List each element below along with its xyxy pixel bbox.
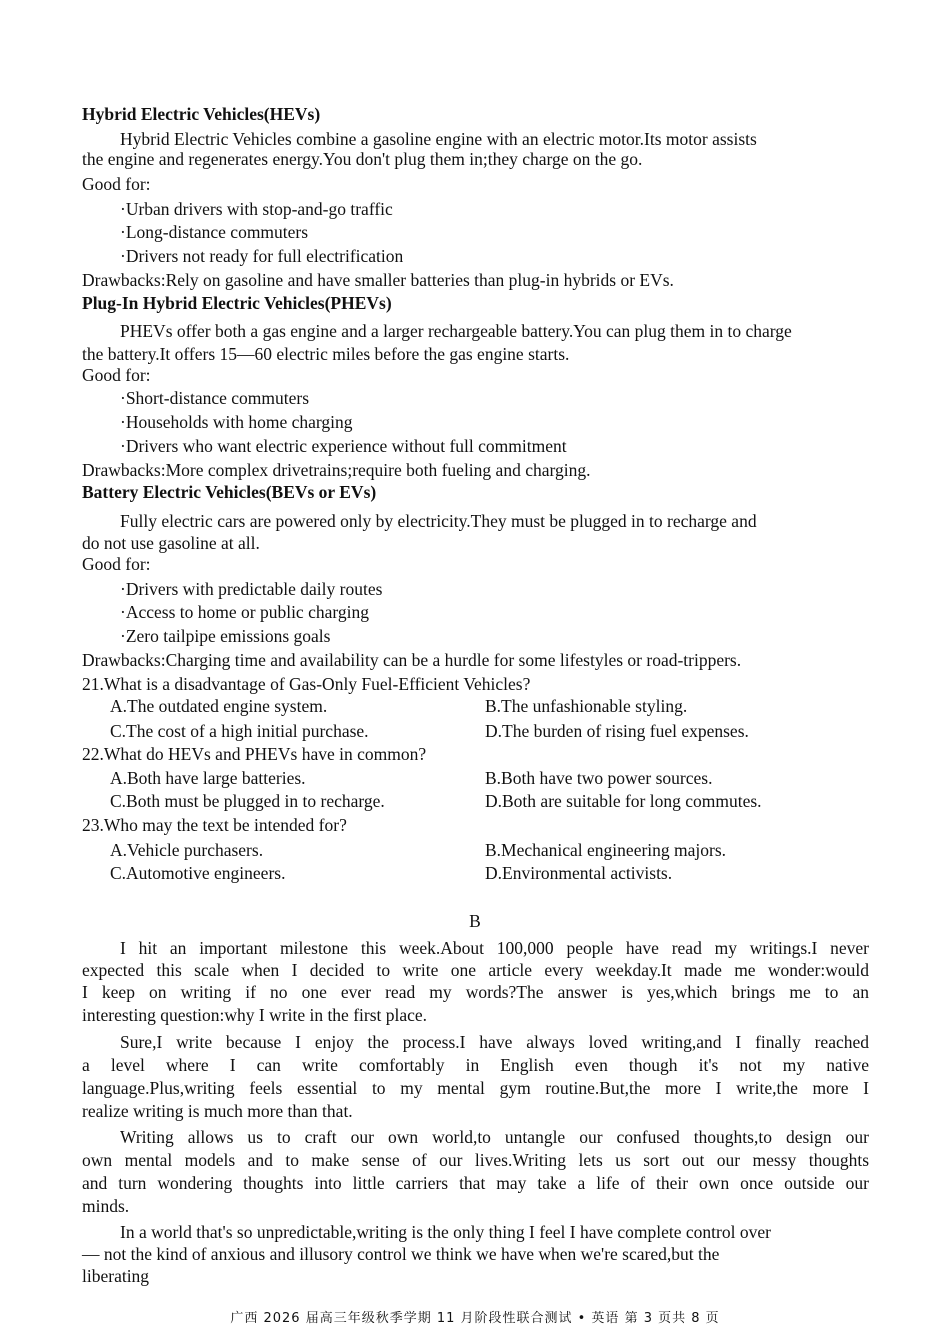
bullet-item: ·Drivers with predictable daily routes xyxy=(120,579,383,599)
paragraph-line: I keep on writing if no one ever read my words?The answer is yes,which brings me to an xyxy=(82,982,869,1002)
paragraph-line: Writing allows us to craft our own world,to untangle our confused thoughts,to design our xyxy=(120,1127,869,1147)
bullet-item: ·Long-distance commuters xyxy=(120,222,309,242)
drawbacks-line: Drawbacks:Rely on gasoline and have smaller batteries than plug-in hybrids or EVs. xyxy=(82,270,674,290)
paragraph-line: — not the kind of anxious and illusory control we think we have when we're scared,but the xyxy=(82,1244,720,1264)
answer-option: D.Environmental activists. xyxy=(485,863,673,883)
paragraph-line: In a world that's so unpredictable,writing is the only thing I feel I have complete control over xyxy=(120,1222,771,1242)
paragraph-line: liberating xyxy=(82,1266,150,1286)
paragraph-line: a level where I can write comfortably in English even though it's not my native xyxy=(82,1055,869,1075)
drawbacks-line: Drawbacks:Charging time and availability can be a hurdle for some lifestyles or road-trippers. xyxy=(82,650,742,670)
bullet-item: ·Drivers who want electric experience without full commitment xyxy=(120,436,567,456)
answer-option: B.The unfashionable styling. xyxy=(485,696,688,716)
question-stem: 23.Who may the text be intended for? xyxy=(82,815,347,835)
section-heading: Hybrid Electric Vehicles(HEVs) xyxy=(82,104,321,124)
good-for-label: Good for: xyxy=(82,554,151,574)
answer-option: D.The burden of rising fuel expenses. xyxy=(485,721,749,741)
answer-option: C.Automotive engineers. xyxy=(110,863,286,883)
bullet-item: ·Access to home or public charging xyxy=(120,602,369,622)
bullet-item: ·Zero tailpipe emissions goals xyxy=(120,626,331,646)
answer-option: A.Vehicle purchasers. xyxy=(110,840,264,860)
bullet-item: ·Short-distance commuters xyxy=(120,388,310,408)
paragraph-line: and turn wondering thoughts into little carriers that may take a life of their own once outside our xyxy=(82,1173,869,1193)
answer-option: C.Both must be plugged in to recharge. xyxy=(110,791,385,811)
paragraph-line: expected this scale when I decided to write one article every weekday.It made me wonder:would xyxy=(82,960,869,980)
paragraph-line: the engine and regenerates energy.You don't plug them in;they charge on the go. xyxy=(82,149,643,169)
passage-label: B xyxy=(469,911,481,931)
bullet-item: ·Households with home charging xyxy=(120,412,353,432)
answer-option: B.Both have two power sources. xyxy=(485,768,713,788)
answer-option: A.Both have large batteries. xyxy=(110,768,306,788)
paragraph-line: realize writing is much more than that. xyxy=(82,1101,353,1121)
paragraph-line: Fully electric cars are powered only by electricity.They must be plugged in to recharge and xyxy=(120,511,757,531)
section-heading: Plug-In Hybrid Electric Vehicles(PHEVs) xyxy=(82,293,392,313)
good-for-label: Good for: xyxy=(82,174,151,194)
question-stem: 22.What do HEVs and PHEVs have in common? xyxy=(82,744,427,764)
paragraph-line: interesting question:why I write in the first place. xyxy=(82,1005,428,1025)
answer-option: A.The outdated engine system. xyxy=(110,696,328,716)
paragraph-line: PHEVs offer both a gas engine and a larger rechargeable battery.You can plug them in to charge xyxy=(120,321,792,341)
answer-option: D.Both are suitable for long commutes. xyxy=(485,791,762,811)
drawbacks-line: Drawbacks:More complex drivetrains;require both fueling and charging. xyxy=(82,460,591,480)
answer-option: C.The cost of a high initial purchase. xyxy=(110,721,369,741)
paragraph-line: the battery.It offers 15—60 electric miles before the gas engine starts. xyxy=(82,344,570,364)
good-for-label: Good for: xyxy=(82,365,151,385)
answer-option: B.Mechanical engineering majors. xyxy=(485,840,727,860)
paragraph-line: language.Plus,writing feels essential to my mental gym routine.But,the more I write,the more I xyxy=(82,1078,869,1098)
section-heading: Battery Electric Vehicles(BEVs or EVs) xyxy=(82,482,377,502)
bullet-item: ·Drivers not ready for full electrification xyxy=(120,246,404,266)
paragraph-line: do not use gasoline at all. xyxy=(82,533,260,553)
paragraph-line: own mental models and to make sense of our lives.Writing lets us sort out our messy thoughts xyxy=(82,1150,869,1170)
paragraph-line: minds. xyxy=(82,1196,130,1216)
bullet-item: ·Urban drivers with stop-and-go traffic xyxy=(120,199,393,219)
paragraph-line: Hybrid Electric Vehicles combine a gasoline engine with an electric motor.Its motor assists xyxy=(120,129,757,149)
page-footer: 广西 2026 届高三年级秋季学期 11 月阶段性联合测试 • 英语 第 3 页共 8 页 xyxy=(230,1311,720,1326)
question-stem: 21.What is a disadvantage of Gas-Only Fuel-Efficient Vehicles? xyxy=(82,674,531,694)
paragraph-line: I hit an important milestone this week.About 100,000 people have read my writings.I never xyxy=(120,938,869,958)
paragraph-line: Sure,I write because I enjoy the process.I have always loved writing,and I finally reached xyxy=(120,1032,869,1052)
